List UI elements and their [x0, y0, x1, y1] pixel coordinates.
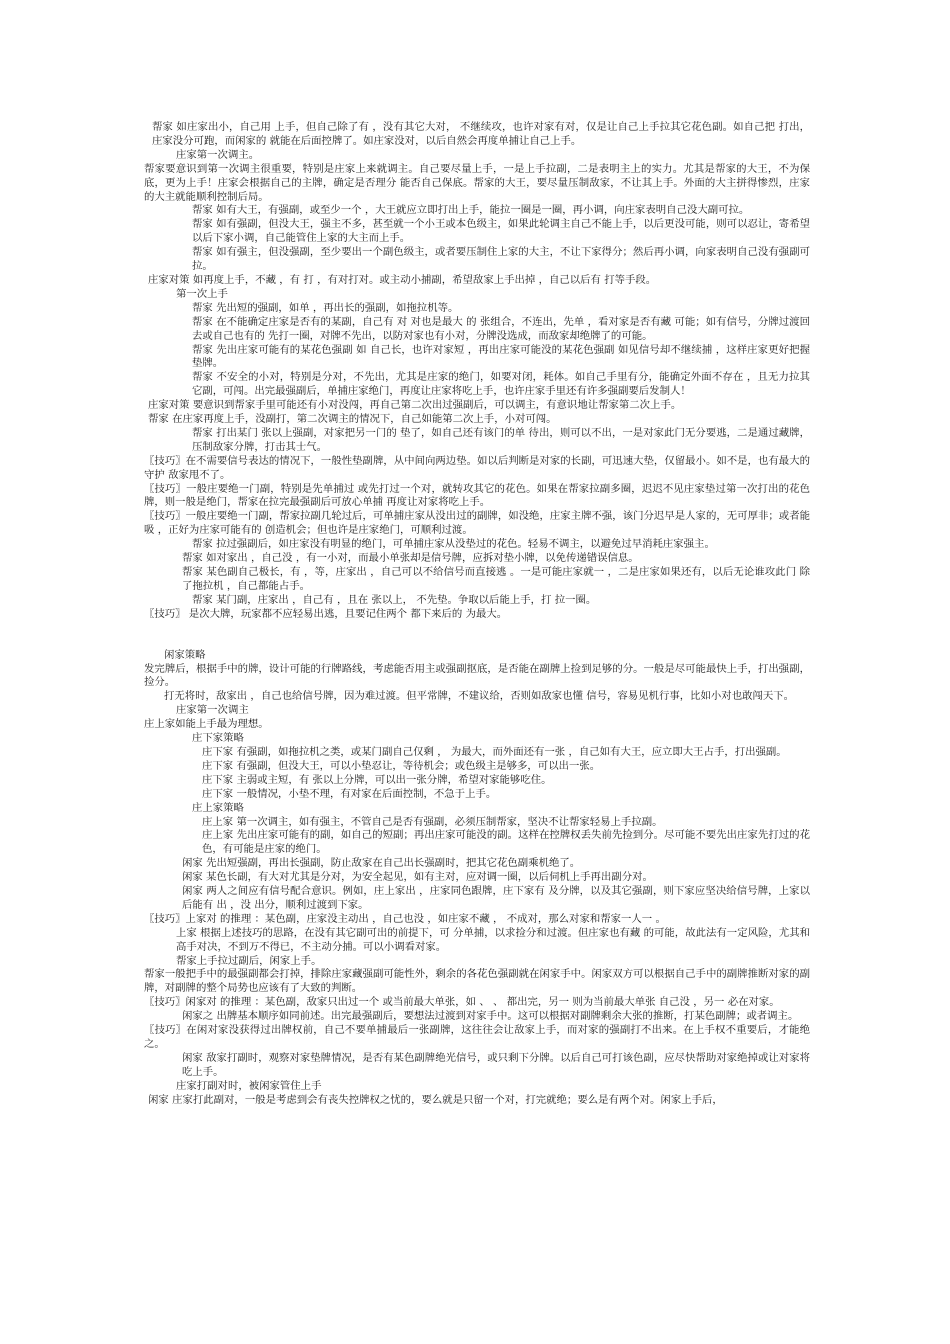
paragraph: 闲家 某色长副，有大对尤其是分对，为安全起见，如有主对，应对调一圈，以后伺机上手再出副分对。 — [182, 871, 653, 884]
paragraph: 庄家对策 要意识到帮家手里可能还有小对没闯，再自己第二次出过强副后，可以调主，有意识地让帮家第二次上手。 — [148, 399, 682, 412]
paragraph: 帮家 在不能确定庄家是否有的某副，自己有 对 对也是最大 的 张组合，不连出，先单 ，看对家是否有藏 可能；如有信号，分牌过渡回去或自己也有的 先打一圈，对牌不先出，以防对家也有小对，分牌没选成，而敌家却绝牌了的可能。 — [192, 315, 810, 342]
paragraph: 闲家之 出牌基本顺序如同前述。出完最强副后，要想法过渡到对家手中。这可以根据对副牌剩余大张的推断，打某色副牌；或者调主。 — [182, 1010, 799, 1023]
paragraph: 〖技巧〗一般庄要绝一门副，特别是先单捕过 或先打过一个对，就转攻其它的花色。如果在帮家拉副多圈，迟迟不见庄家垫过第一次打出的花色牌，则一般是绝门，帮家在拉完最强副后可放心单捕 再度让对家将吃上手。 — [144, 482, 810, 509]
paragraph: 庄下家 一般情况，小垫不理，有对家在后面控制，不急于上手。 — [202, 787, 497, 800]
paragraph: 帮家上手拉过副后，闲家上手。 — [176, 954, 322, 967]
paragraph: 〖技巧〗闲家对 的推理 ：某色副，敌家只出过一个 或当前最大单张，如 、 、 都出完，另一 则为当前最大单张 自己没 ，另一 必在对家。 — [144, 996, 780, 1009]
paragraph: 帮家 不安全的小对，特别是分对，不先出，尤其是庄家的绝门，如要对闭，耗体。如自己手里有分，能确定外面不存在 ，且无力拉其它副，可闯。出完最强副后，单捕庄家绝门，再度让庄家将吃上手，也许庄家手里还有许多强副要后发制人！ — [192, 371, 810, 398]
paragraph: 〖技巧〗一般庄要绝一门副，帮家拉副几轮过后，可单捕庄家从没出过的副牌，如没绝，庄家主牌不强，该门分迟早是人家的，无可厚非；或者能吸 ，正好为庄家可能有的 创造机会；但也许是庄家绝门，可顺利过渡。 — [144, 510, 810, 537]
paragraph: 庄上家 先出庄家可能有的副，如自己的短副；再出庄家可能没的副。这样在控牌权丢失前先捡到分。尽可能不要先出庄家先打过的花色，有可能是庄家的绝门。 — [202, 829, 810, 856]
paragraph: 庄家第一次调主 — [176, 704, 249, 717]
paragraph: 帮家 拉过强副后，如庄家没有明显的绝门，可单捕庄家从没垫过的花色。轻易不调主，以避免过早消耗庄家强主。 — [192, 538, 715, 551]
section-gap — [144, 622, 810, 649]
paragraph: 发完牌后，根据手中的牌，设计可能的行牌路线，考虑能否用主或强副抠底，是否能在副牌上捡到足够的分。一般是尽可能最快上手，打出强副，捡分。 — [144, 662, 810, 689]
paragraph: 上家 根据上述技巧的思路，在没有其它副可出的前提下，可 分单捕，以求捡分和过渡。但庄家也有藏 的可能，故此法有一定风险，尤其和高手对决，不到万不得已，不主动分捕。可以小调看对家。 — [176, 926, 810, 953]
paragraph: 闲家策略 — [164, 648, 206, 661]
paragraph: 〖技巧〗在不需要信号表达的情况下，一般性垫副牌，从中间向两边垫。如以后判断是对家的长副，可迅速大垫，仅留最小。如不是，也有最大的守护 敌家甩不了。 — [144, 454, 810, 481]
paragraph: 帮家一般把手中的最强副都会打掉，排除庄家藏强副可能性外，剩余的各花色强副就在闲家手中。闲家双方可以根据自己手中的副牌推断对家的副牌，对副牌的整个局势也应该有了大致的判断。 — [144, 968, 810, 995]
paragraph: 闲家 先出短强副，再出长强副，防止敌家在自己出长强副时，把其它花色副乘机绝了。 — [182, 857, 581, 870]
paragraph: 帮家 某色副自己极长，有 ，等，庄家出 ，自己可以不给信号而直接逃 。一是可能庄家就一 ，二是庄家如果还有，以后无论谁攻此门 除了拖拉机 ，自己都能占手。 — [182, 566, 810, 592]
paragraph: 帮家 如对家出 ，自己没 ，有一小对，而最小单张却是信号牌，应拆对垫小牌，以免传递错误信息。 — [182, 552, 639, 565]
paragraph: 帮家 如有大王，有强副，或至少一个 ，大王就应立即打出上手，能拉一圈是一圈，再小调，向庄家表明自己没大副可拉。 — [192, 204, 750, 217]
paragraph: 第一次上手 — [176, 287, 228, 300]
paragraph: 庄家对策 如再度上手，不藏 ，有 打 ，有对打对。或主动小捕副，希望敌家上手出掉 ，自己以后有 打等手段。 — [148, 273, 657, 286]
document-page — [144, 121, 810, 1108]
paragraph: 庄上家如能上手最为理想。 — [144, 718, 269, 731]
paragraph: 帮家 在庄家再度上手，没副打，第二次调主的情况下，自己如能第二次上手，小对可闯。 — [148, 413, 557, 426]
paragraph: 帮家 打出某门 张以上强副，对家把另一门的 垫了，如自己还有该门的单 待出，则可以不出，一是对家此门无分要逃，二是通过藏牌，压制敌家分牌，打击其士气。 — [192, 426, 810, 453]
paragraph: 庄家第一次调主。 — [176, 148, 260, 161]
paragraph: 庄下家 有强副，但没大王，可以小垫忍让，等待机会；或色级主是够多，可以出一张。 — [202, 759, 601, 772]
paragraph: 帮家 如庄家出小，自己用 上手，但自己除了有 ，没有其它大对， 不继续攻，也许对家有对，仅是让自己上手拉其它花色副。如自己把 打出，庄家没分可跑，而闲家的 就能在后面控牌了。如庄家没对，以后自然会再度单捕让自己上手。 — [152, 121, 810, 147]
paragraph: 庄上家策略 — [192, 801, 244, 814]
paragraph: 帮家 如有强主，但没强副，至少要出一个副色级主，或者要压制住上家的大主，不让下家得分；然后再小调，向家表明自己没有强副可拉。 — [192, 246, 810, 273]
paragraph: 闲家 敌家打副时，观察对家垫牌情况，是否有某色副牌绝光信号，或只剩下分牌。以后自己可打该色副，应尽快帮助对家绝掉或让对家将吃上手。 — [182, 1051, 810, 1078]
paragraph: 帮家 如有强副，但没大王，强主不多，甚至就一个小王或本色级主，如果此轮调主自己不能上手，以后更没可能，则可以忍让，寄希望以后下家小调，自己能管住上家的大主而上手。 — [192, 218, 810, 245]
paragraph: 打无将时，敌家出 ，自己也给信号牌，因为难过渡。但平常牌，不建议给，否则如敌家也懂 信号，容易见机行事，比如小对也敢闯天下。 — [164, 690, 795, 703]
paragraph: 〖技巧〗在闲对家没获得过出牌权前，自己不要单捕最后一张副牌，这往往会让敌家上手，而对家的强副打不出来。在上手权不重要后，才能绝之。 — [144, 1024, 810, 1050]
paragraph: 庄下家 主弱或主短，有 张以上分牌，可以出一张分牌，希望对家能够吃住。 — [202, 773, 552, 786]
paragraph: 帮家 某门副，庄家出 ，自己有 ，且在 张以上， 不先垫。争取以后能上手，打 拉一圈。 — [192, 593, 597, 606]
paragraph: 庄下家 有强副，如拖拉机之类，或某门副自己仅剩 ， 为最大，而外面还有一张 ，自己如有大王，应立即大王占手，打出强副。 — [202, 745, 787, 758]
paragraph: 庄上家 第一次调主，如有强主，不管自己是否有强副，必须压制帮家，坚决不让帮家轻易上手拉副。 — [202, 815, 663, 828]
paragraph: 闲家 庄家打此副对，一般是考虑到会有丧失控牌权之忧的，要么就是只留一个对，打完就绝；要么是有两个对。闲家上手后， — [148, 1093, 723, 1106]
paragraph: 庄家打副对时，被闲家管住上手 — [176, 1079, 322, 1092]
paragraph: 庄下家策略 — [192, 732, 244, 745]
paragraph: 〖技巧〗上家对 的推理 ：某色副，庄家没主动出 ，自己也没 ，如庄家不藏 ， 不成对，那么对家和帮家一人一 。 — [144, 912, 666, 925]
paragraph: 帮家 先出庄家可能有的某花色强副 如 自己长，也许对家短 ，再出庄家可能没的某花色强副 如见信号却不继续捕 ，这样庄家更好把握垫牌。 — [192, 343, 810, 370]
paragraph: 〖技巧〗 是次大牌，玩家都不应轻易出逃，且要记住两个 都下来后的 为最大。 — [144, 607, 508, 620]
paragraph: 帮家要意识到第一次调主很重要，特别是庄家上来就调主。自己要尽量上手，一是上手拉副，二是表明主上的实力。尤其是帮家的大王，不为保底，更为上手！庄家会根据自己的主牌，确定是否理分 能否自己保底。帮家的大王，要尽量压制敌家，不让其上手。外面的大主拼得惨烈，庄家的大主就能顺利控制后局。 — [144, 162, 810, 203]
paragraph: 闲家 两人之间应有信号配合意识。例如，庄上家出 ，庄家同色跟牌，庄下家有 及分牌，以及其它强副，则下家应坚决给信号牌，上家以后能有 出 ，没 出分，顺利过渡到下家。 — [182, 885, 810, 911]
paragraph: 帮家 先出短的强副，如单 ，再出长的强副，如拖拉机等。 — [192, 301, 459, 314]
